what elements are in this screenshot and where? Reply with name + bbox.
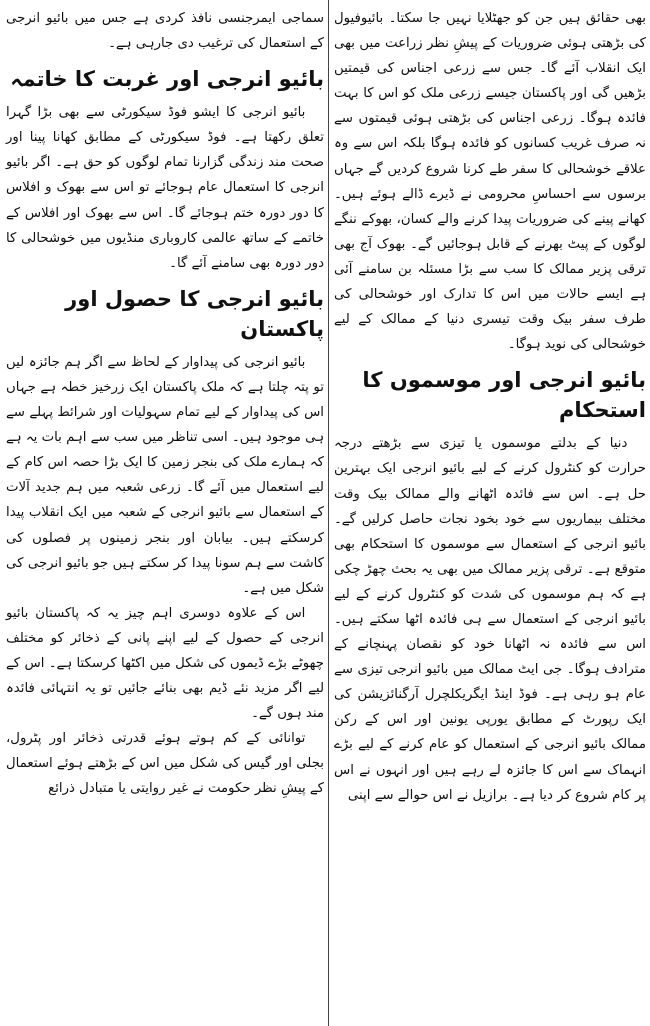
left-column (6, 6, 324, 1022)
left-paragraph-3: بائیو انرجی کی پیداوار کے لحاظ سے اگر ہم جائزہ لیں تو پتہ چلتا ہے کہ ملک پاکستان ایک زرخیز خطہ ہے جہاں اس کی پیداوار کے لیے تمام سہولیات اور شرائط پہلے سے ہی موجود ہیں۔ اسی تناظر میں سب سے اہم بات یہ ہے کہ ہمارے ملک کی بنجر زمین کا ایک بڑا حصہ اس کام کے لیے استعمال میں آئے گا۔ زرعی شعبہ میں ہم جدید آلات کے استعمال سے بائیو انرجی کے شعبہ میں ایک انقلاب پیدا کرسکتے ہیں۔ بیابان اور بنجر زمینوں پر فصلوں کی کاشت سے ہم سونا پیدا کر سکتے ہیں جو بائیو انرجی کی شکل میں ہے۔ (6, 354, 324, 596)
left-paragraph-1: سماجی ایمرجنسی نافذ کردی ہے جس میں بائیو انرجی کے استعمال کی ترغیب دی جارہی ہے۔ (6, 11, 324, 52)
right-paragraph-1: بھی حقائق ہیں جن کو جھٹلایا نہیں جا سکتا۔ بائیوفیول کی بڑھتی ہوئی ضروریات کے پیشِ نظر زراعت میں بھی ایک انقلاب آئے گا۔ جس سے زرعی اجناس کی قیمتیں بڑھیں گی اور پاکستان جیسے زرعی ملک کو اس کا بہت فائدہ ہوگا۔ زرعی اجناس کی بڑھتی ہوئی قیمتوں سے نہ صرف غریب کسانوں کو فائدہ ہوگا بلکہ اس سے وہ علاقے خوشحالی کا سفر طے کرنا شروع کردیں گے جہاں برسوں سے احساسِ محرومی نے ڈیرے ڈالے ہوئے ہیں۔ کھانے پینے کی ضروریات پیدا کرنے والے کسان، بھوکے ننگے لوگوں کے پیٹ بھرنے کے قابل ہوجائیں گے۔ بھوک آج بھی ترقی پزیر ممالک کا سب سے بڑا مسئلہ بن سامنے آئی ہے ایسے حالات میں اس کا تدارک اور خوشحالی کی طرف سفر بیک وقت تیسری دنیا کے ممالک کے لیے خوشحالی کی نوید ہوگا۔ (334, 11, 646, 353)
column-divider (328, 0, 329, 1026)
section-heading-pakistan: بائیو انرجی کا حصول اور پاکستان (65, 286, 324, 341)
section-heading-climate: بائیو انرجی اور موسموں کا استحکام (362, 368, 646, 423)
section-heading-poverty: بائیو انرجی اور غربت کا خاتمہ (10, 67, 324, 92)
left-paragraph-5: توانائی کے کم ہوتے ہوئے قدرتی ذخائر اور پٹرول، بجلی اور گیس کی شکل میں اس کے بڑھتے ہوئے استعمال کے پیشِ نظر حکومت نے غیر روایتی یا متبادل ذرائع (6, 731, 324, 797)
left-paragraph-2: بائیو انرجی کا ایشو فوڈ سیکورٹی سے بھی بڑا گہرا تعلق رکھتا ہے۔ فوڈ سیکورٹی کے مطابق کھانا پینا اور صحت مند زندگی گزارنا تمام لوگوں کو حق ہے۔ اگر بائیو انرجی کا استعمال عام ہوجائے تو اس سے بھوک و افلاس کا دور دورہ ختم ہوجائے گا۔ اس سے بھوک اور افلاس کے خاتمے کے ساتھ عالمی کاروباری منڈیوں میں خوشحالی کا دور دورہ بھی سامنے آئے گا۔ (6, 105, 324, 271)
right-paragraph-2: دنیا کے بدلتے موسموں یا تیزی سے بڑھتے درجہ حرارت کو کنٹرول کرنے کے لیے بائیو انرجی ایک بہترین حل ہے۔ اس سے فائدہ اٹھانے والے ممالک بیک وقت مختلف بیماریوں سے خود بخود نجات حاصل کرلیں گے۔ بائیو انرجی کے استعمال سے موسموں کا استحکام بھی متوقع ہے۔ ترقی پزیر ممالک میں بھی یہ بحث چھڑ چکی ہے کہ ہم موسموں کی شدت کو کنٹرول کرنے کے لیے بائیو انرجی کے استعمال سے ہی فائدہ اٹھا سکتے ہیں۔ اس سے فائدہ نہ اٹھانا خود کو نقصان پہنچانے کے مترادف ہوگا۔ جی ایٹ ممالک میں بائیو انرجی تیزی سے عام ہو رہی ہے۔ فوڈ اینڈ ایگریکلچرل آرگنائزیشن کی ایک رپورٹ کے مطابق یورپی یونین اور اس کے رکن ممالک بائیو انرجی کے استعمال کو عام کرنے کے لیے بڑے انہماک سے اس کا جائزہ لے رہے ہیں اور انہوں نے اس پر کام شروع کر دیا ہے۔ برازیل نے اس حوالے سے اپنی (334, 436, 646, 803)
right-column (334, 6, 646, 1022)
left-paragraph-4: اس کے علاوہ دوسری اہم چیز یہ کہ پاکستان بائیو انرجی کے حصول کے لیے اپنے پانی کے ذخائر کو مختلف چھوٹے بڑے ڈیموں کی شکل میں اکٹھا کرسکتا ہے۔ اس کے لیے اگر مزید نئے ڈیم بھی بنائے جائیں تو یہ انتہائی فائدہ مند ہوں گے۔ (6, 605, 324, 722)
